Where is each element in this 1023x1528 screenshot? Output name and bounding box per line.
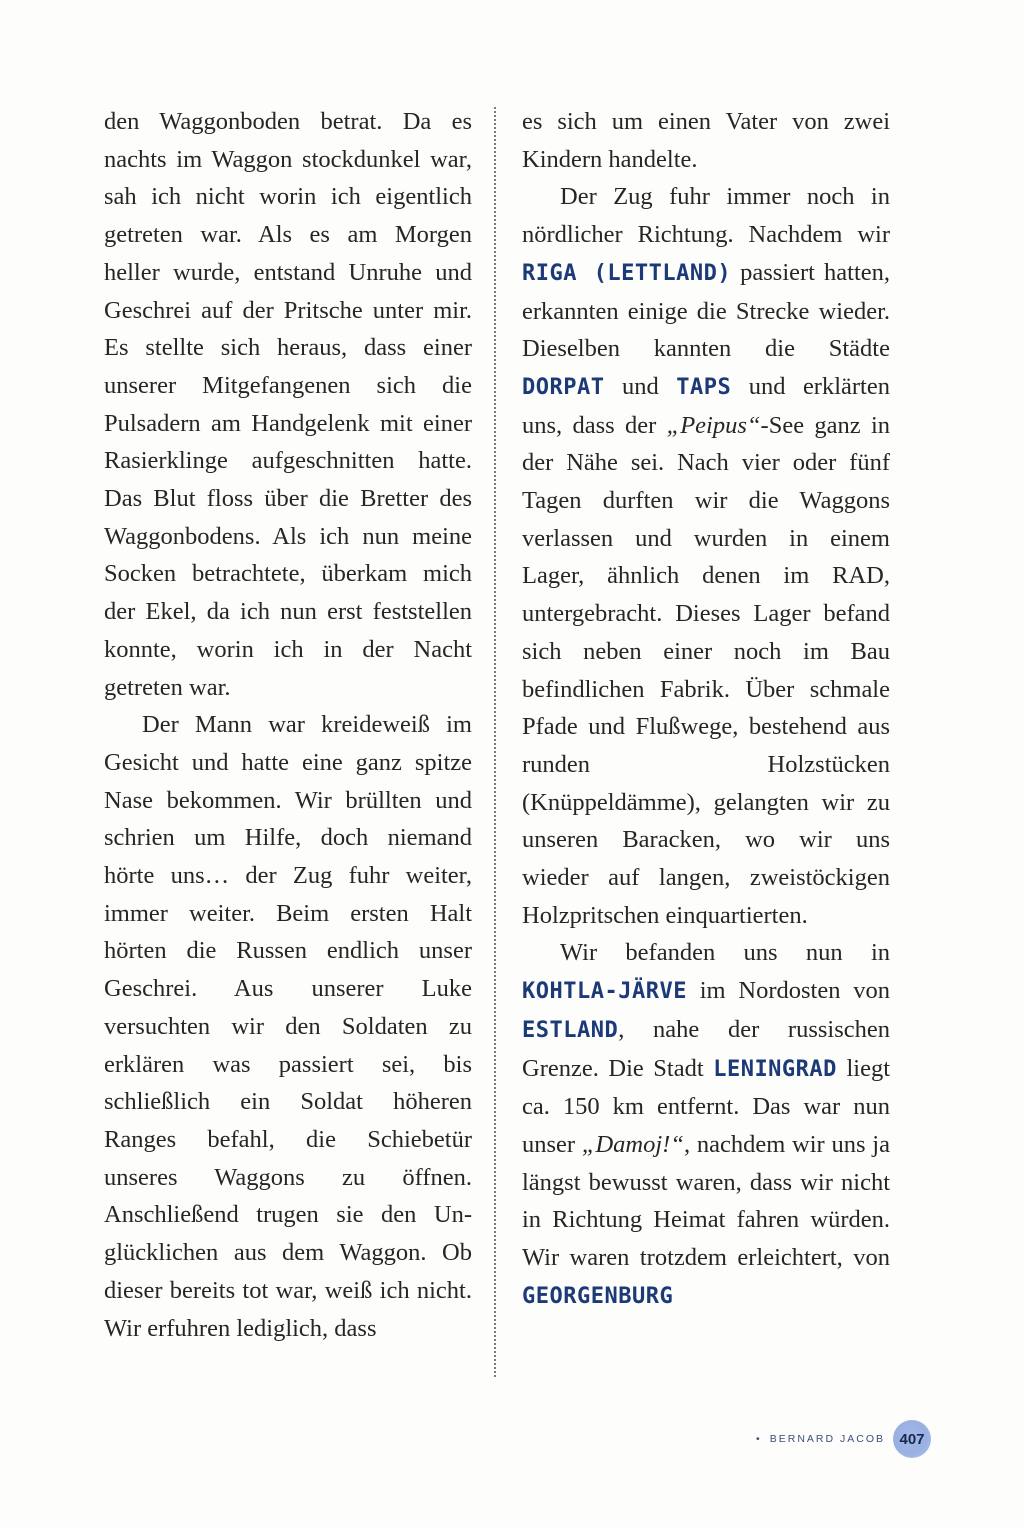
text-run: Der Zug fuhr immer noch in nördlicher Richtung. Nachdem wir [522, 183, 890, 249]
page-footer [756, 1420, 931, 1458]
paragraph-2 [522, 178, 890, 934]
paragraph-1: den Waggonboden betrat. Da es nachts im Waggon stockdunkel war, sah ich nicht worin ich eigentlich getreten war. Als es am Morgen heller wurde, entstand Unruhe und Geschrei auf der Pritsche unter mir. Es stellte sich heraus, dass einer unserer Mitgefangenen sich die Pulsadern am Handgelenk mit einer Rasierklinge aufgeschnitten hatte. Das Blut floss über die Bretter des Waggonbodens. Als ich nun meine Socken betrachtete, überkam mich der Ekel, da ich nun erst feststellen konnte, worin ich in der Nacht getreten war. [104, 108, 472, 701]
right-column [522, 103, 890, 1316]
text-run: und erklärten uns, dass der [522, 372, 890, 439]
text-run: und [604, 372, 677, 400]
text-run: Wir befanden uns nun in [560, 939, 890, 967]
paragraph-3 [522, 934, 890, 1315]
quoted-name: „Peipus“ [666, 411, 761, 439]
place-name: DORPAT [522, 374, 605, 400]
quoted-word: „Damoj!“ [581, 1130, 684, 1158]
text-run: liegt ca. 150 km entfernt. Das war nun unser [522, 1054, 891, 1158]
place-name: RIGA (LETTLAND) [522, 260, 732, 286]
place-name: LENINGRAD [713, 1056, 837, 1082]
place-name: ESTLAND [522, 1017, 619, 1043]
text-run: , nachdem wir uns ja längst bewusst waren, dass wir nicht in Richtung Heimat fahren würden. Wir waren trotzdem erleichtert, von [522, 1130, 890, 1272]
column-divider [494, 107, 496, 1377]
text-run: -See ganz in der Nähe sei. Nach vier oder fünf Tagen durften wir die Waggons verlassen und wurden in einem Lager, ähnlich denen im RAD, untergebracht. Dieses Lager befand sich neben einer noch im Bau befindlichen Fabrik. Über schmale Pfade und Flußwege, bestehend aus runden Holzstücken (Knüppeldämme), gelangten wir zu unseren Baracken, wo wir uns wieder auf langen, zweistöckigen Holzpritschen einquartierten. [522, 411, 891, 929]
page-number: 407 [893, 1420, 931, 1458]
paragraph-1: es sich um einen Vater von zwei Kindern handelte. [522, 108, 890, 173]
place-name: GEORGENBURG [522, 1283, 674, 1309]
place-name: TAPS [676, 374, 732, 400]
left-column [104, 103, 472, 1347]
footer-bullet: • [756, 1433, 762, 1445]
paragraph-2: Der Mann war kreideweiß im Gesicht und hatte eine ganz spitze Nase bekommen. Wir brüllten und schrien um Hilfe, doch niemand hörte uns… der Zug fuhr weiter, immer weiter. Beim ersten Halt hörten die Russen endlich unser Geschrei. Aus unserer Luke versuchten wir den Soldaten zu erklären was passiert sei, bis schließlich ein Soldat höheren Ranges befahl, die Schiebetür unseres Waggons zu öffnen. Anschließend trugen sie den Unglücklichen aus dem Waggon. Ob dieser bereits tot war, weiß ich nicht. Wir erfuhren lediglich, dass [104, 711, 472, 1342]
text-run: im Nordosten von [686, 977, 890, 1005]
text-run: passiert hatten, erkannten einige die Strecke wieder. Dieselben kannten die Städte [522, 258, 890, 363]
text-run: , nahe der russischen Grenze. Die Stadt [522, 1015, 890, 1082]
author-name: BERNARD JACOB [769, 1433, 885, 1445]
place-name: KOHTLA-JÄRVE [522, 979, 687, 1005]
